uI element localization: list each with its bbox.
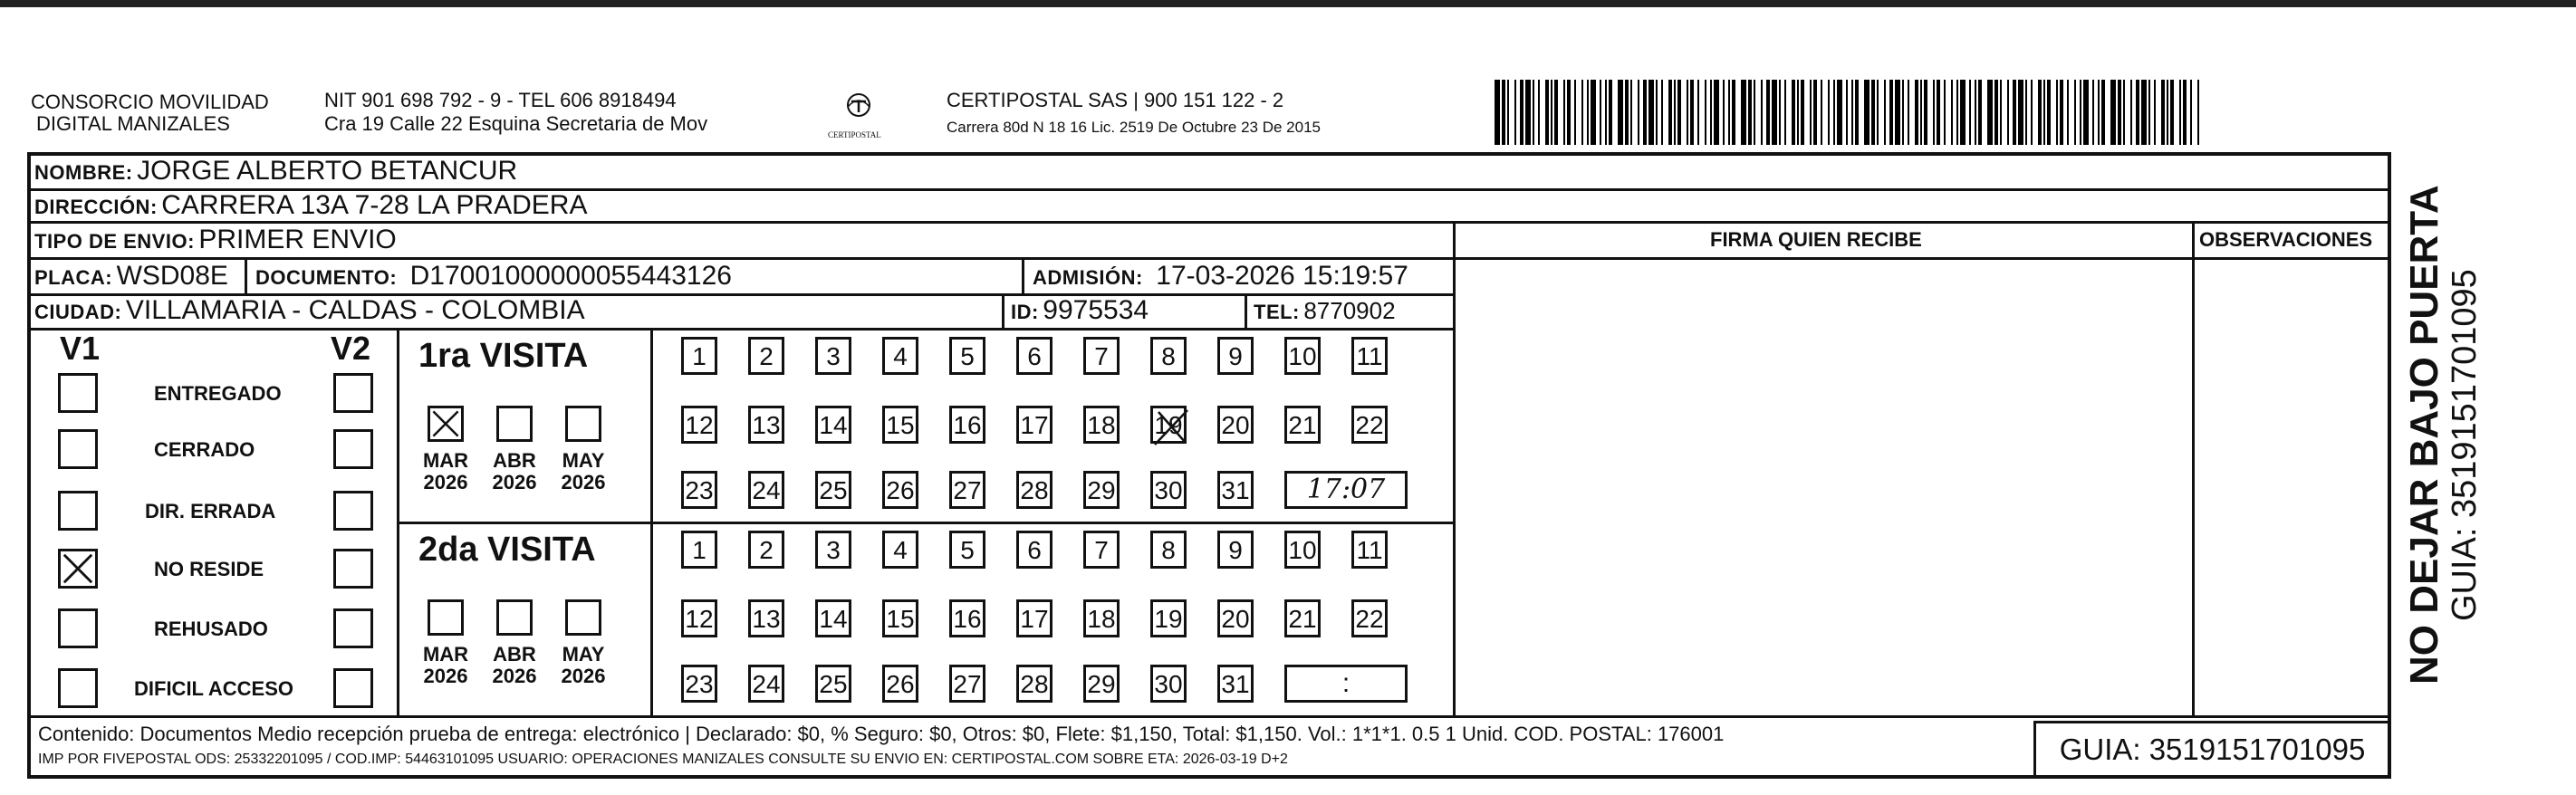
day-box[interactable]: 14: [815, 406, 851, 444]
status-label: REHUSADO: [154, 618, 268, 640]
v2-header: V2: [331, 330, 371, 367]
day-box[interactable]: 5: [949, 531, 985, 569]
certipostal-line1: CERTIPOSTAL SAS | 900 151 122 - 2: [947, 89, 1284, 111]
month-checkbox[interactable]: [496, 599, 533, 636]
day-box[interactable]: 23: [681, 471, 717, 509]
day-box[interactable]: 17: [1016, 406, 1053, 444]
status-v2-checkbox[interactable]: [333, 373, 373, 413]
status-v2-checkbox[interactable]: [333, 668, 373, 708]
col-divider-admision: [1022, 257, 1024, 293]
day-box[interactable]: 21: [1284, 406, 1321, 444]
id-value: 9975534: [1043, 295, 1149, 325]
certipostal-line2: Carrera 80d N 18 16 Lic. 2519 De Octubre 23 De 2015: [947, 119, 1321, 136]
consorcio-line1: CONSORCIO MOVILIDAD: [31, 91, 269, 113]
status-label: DIFICIL ACCESO: [134, 677, 294, 700]
col-divider-firma: [1453, 221, 1456, 715]
day-box[interactable]: 31: [1217, 471, 1254, 509]
day-box[interactable]: 13: [748, 406, 784, 444]
day-box[interactable]: 30: [1150, 471, 1187, 509]
cross-out-icon: [1153, 408, 1189, 446]
day-box[interactable]: 11: [1351, 337, 1388, 375]
status-label: DIR. ERRADA: [145, 500, 276, 522]
day-box[interactable]: 26: [882, 665, 918, 703]
tel-label: TEL:: [1254, 301, 1300, 323]
placa-label: PLACA:: [34, 266, 113, 289]
nit-line2: Cra 19 Calle 22 Esquina Secretaria de Mov: [324, 112, 708, 135]
day-box[interactable]: 2: [748, 531, 784, 569]
status-v2-checkbox[interactable]: [333, 491, 373, 531]
ciudad-field: [34, 295, 585, 330]
day-box[interactable]: 19: [1150, 406, 1187, 444]
footer-imp: IMP POR FIVEPOSTAL ODS: 25332201095 / COD.IMP: 54463101095 USUARIO: OPERACIONES MANIZALES CONSULTE SU ENVIO EN: CERTIPOSTAL.COM SOBRE ETA: 2026-03-19 D+2: [38, 752, 1288, 767]
admision-field: [1033, 261, 1408, 296]
tel-value: 8770902: [1303, 297, 1396, 324]
day-box[interactable]: 13: [748, 599, 784, 637]
direccion-label: DIRECCIÓN:: [34, 196, 158, 218]
status-v1-checkbox[interactable]: [58, 668, 98, 708]
status-v2-checkbox[interactable]: [333, 608, 373, 648]
admision-value: 17-03-2026 15:19:57: [1156, 261, 1408, 291]
status-v1-checkbox[interactable]: [58, 491, 98, 531]
day-box[interactable]: 30: [1150, 665, 1187, 703]
status-v1-checkbox[interactable]: [58, 608, 98, 648]
day-box[interactable]: 15: [882, 406, 918, 444]
guia-box: GUIA: 3519151701095: [2033, 721, 2391, 779]
first-visit-title: 1ra VISITA: [418, 337, 589, 375]
status-v1-checkbox[interactable]: [58, 429, 98, 469]
month-year: 2026: [423, 471, 468, 493]
day-box[interactable]: 12: [681, 599, 717, 637]
month-year: 2026: [561, 471, 606, 493]
ciudad-label: CIUDAD:: [34, 301, 122, 323]
day-box[interactable]: 23: [681, 665, 717, 703]
observaciones-header: OBSERVACIONES: [2199, 228, 2373, 251]
direccion-value: CARRERA 13A 7-28 LA PRADERA: [161, 190, 588, 220]
month-year: 2026: [492, 665, 537, 687]
month-checkbox[interactable]: [496, 406, 533, 442]
footer-contenido: Contenido: Documentos Medio recepción prueba de entrega: electrónico | Declarado: $0, % Seguro: $0, Otros: $0, Flete: $1,150, Total: $1,150. Vol.: 1*1*1. 0.5 1 Unid. COD. POSTAL: 176001: [38, 723, 1725, 745]
day-box[interactable]: 29: [1083, 471, 1120, 509]
day-box[interactable]: 26: [882, 471, 918, 509]
day-box[interactable]: 20: [1217, 406, 1254, 444]
id-field: [1011, 295, 1149, 330]
day-box[interactable]: 15: [882, 599, 918, 637]
day-box[interactable]: 7: [1083, 531, 1120, 569]
day-box[interactable]: 1: [681, 531, 717, 569]
month-checkbox[interactable]: [565, 406, 601, 442]
time-box[interactable]: 17:07: [1284, 471, 1408, 509]
status-v1-checkbox[interactable]: [58, 373, 98, 413]
day-box[interactable]: 1: [681, 337, 717, 375]
day-box[interactable]: 25: [815, 665, 851, 703]
day-box[interactable]: 14: [815, 599, 851, 637]
day-box[interactable]: 9: [1217, 337, 1254, 375]
status-v1-checkbox[interactable]: [58, 549, 98, 589]
status-v2-checkbox[interactable]: [333, 429, 373, 469]
day-box[interactable]: 18: [1083, 599, 1120, 637]
day-box[interactable]: 4: [882, 531, 918, 569]
day-box[interactable]: 2: [748, 337, 784, 375]
nombre-label: NOMBRE:: [34, 161, 133, 184]
documento-field: [255, 261, 732, 296]
tel-field: [1254, 295, 1396, 330]
day-box[interactable]: 22: [1351, 599, 1388, 637]
status-label: NO RESIDE: [154, 558, 264, 580]
consorcio-line2: DIGITAL MANIZALES: [36, 112, 230, 135]
day-box[interactable]: 5: [949, 337, 985, 375]
day-box[interactable]: 16: [949, 599, 985, 637]
day-box[interactable]: 3: [815, 337, 851, 375]
top-border: [0, 0, 2576, 7]
day-box[interactable]: 29: [1083, 665, 1120, 703]
documento-value: D17001000000055443126: [409, 261, 732, 291]
month-label: MAR: [422, 643, 469, 666]
time-box[interactable]: :: [1284, 665, 1408, 703]
col-divider-id: [1002, 293, 1004, 328]
day-box[interactable]: 20: [1217, 599, 1254, 637]
month-label: MAY: [562, 643, 605, 666]
month-label: ABR: [493, 449, 536, 472]
month-label: ABR: [493, 643, 536, 666]
check-mark-icon: [430, 408, 461, 439]
day-box[interactable]: 4: [882, 337, 918, 375]
day-box[interactable]: 28: [1016, 665, 1053, 703]
day-box[interactable]: 6: [1016, 531, 1053, 569]
firma-header: FIRMA QUIEN RECIBE: [1710, 228, 1922, 251]
day-box[interactable]: 8: [1150, 337, 1187, 375]
second-visit-title: 2da VISITA: [418, 531, 596, 569]
day-box[interactable]: 11: [1351, 531, 1388, 569]
month-checkbox[interactable]: [428, 406, 464, 442]
month-label: MAR: [422, 449, 469, 472]
day-box[interactable]: 24: [748, 665, 784, 703]
ciudad-value: VILLAMARIA - CALDAS - COLOMBIA: [125, 295, 585, 325]
visit-divider: [397, 522, 1453, 524]
col-divider-placa: [245, 257, 247, 293]
check-mark-icon: [61, 551, 95, 586]
month-year: 2026: [561, 665, 606, 687]
tipo-envio-value: PRIMER ENVIO: [198, 225, 397, 254]
day-box[interactable]: 7: [1083, 337, 1120, 375]
day-box[interactable]: 22: [1351, 406, 1388, 444]
admision-label: ADMISIÓN:: [1033, 266, 1143, 289]
nit-line1: NIT 901 698 792 - 9 - TEL 606 8918494: [324, 89, 677, 111]
side-guia: GUIA: 3519151701095: [2446, 269, 2484, 621]
barcode-bar: [2199, 80, 2203, 145]
status-label: ENTREGADO: [154, 382, 282, 405]
tipo-envio-label: TIPO DE ENVIO:: [34, 230, 195, 253]
row-divider-footer: [27, 715, 2391, 718]
placa-value: WSD08E: [116, 261, 228, 291]
direccion-field: [34, 190, 587, 225]
day-box[interactable]: 9: [1217, 531, 1254, 569]
v1-header: V1: [60, 330, 101, 367]
day-box[interactable]: 10: [1284, 337, 1321, 375]
day-box[interactable]: 21: [1284, 599, 1321, 637]
day-box[interactable]: 28: [1016, 471, 1053, 509]
tracking-barcode: [1495, 80, 2215, 145]
day-box[interactable]: 12: [681, 406, 717, 444]
day-box[interactable]: 25: [815, 471, 851, 509]
nombre-value: JORGE ALBERTO BETANCUR: [137, 156, 518, 186]
month-year: 2026: [423, 665, 468, 687]
day-box[interactable]: 3: [815, 531, 851, 569]
day-box[interactable]: 27: [949, 665, 985, 703]
status-label: CERRADO: [154, 438, 255, 461]
month-label: MAY: [562, 449, 605, 472]
month-checkbox[interactable]: [428, 599, 464, 636]
day-box[interactable]: 6: [1016, 337, 1053, 375]
day-box[interactable]: 18: [1083, 406, 1120, 444]
tipo-envio-field: [34, 225, 397, 260]
month-year: 2026: [492, 471, 537, 493]
day-box[interactable]: 31: [1217, 665, 1254, 703]
logo-text: CERTIPOSTAL: [828, 130, 881, 139]
id-label: ID:: [1011, 301, 1039, 323]
day-box[interactable]: 19: [1150, 599, 1187, 637]
day-box[interactable]: 10: [1284, 531, 1321, 569]
col-divider-obs: [2192, 221, 2195, 715]
status-v2-checkbox[interactable]: [333, 549, 373, 589]
day-box[interactable]: 17: [1016, 599, 1053, 637]
placa-field: [34, 261, 228, 296]
month-checkbox[interactable]: [565, 599, 601, 636]
day-box[interactable]: 27: [949, 471, 985, 509]
documento-label: DOCUMENTO:: [255, 266, 398, 289]
day-box[interactable]: 16: [949, 406, 985, 444]
nombre-field: [34, 156, 517, 191]
col-divider-tel: [1245, 293, 1247, 328]
day-box[interactable]: 24: [748, 471, 784, 509]
day-box[interactable]: 8: [1150, 531, 1187, 569]
side-warning: NO DEJAR BAJO PUERTA: [2402, 185, 2446, 685]
